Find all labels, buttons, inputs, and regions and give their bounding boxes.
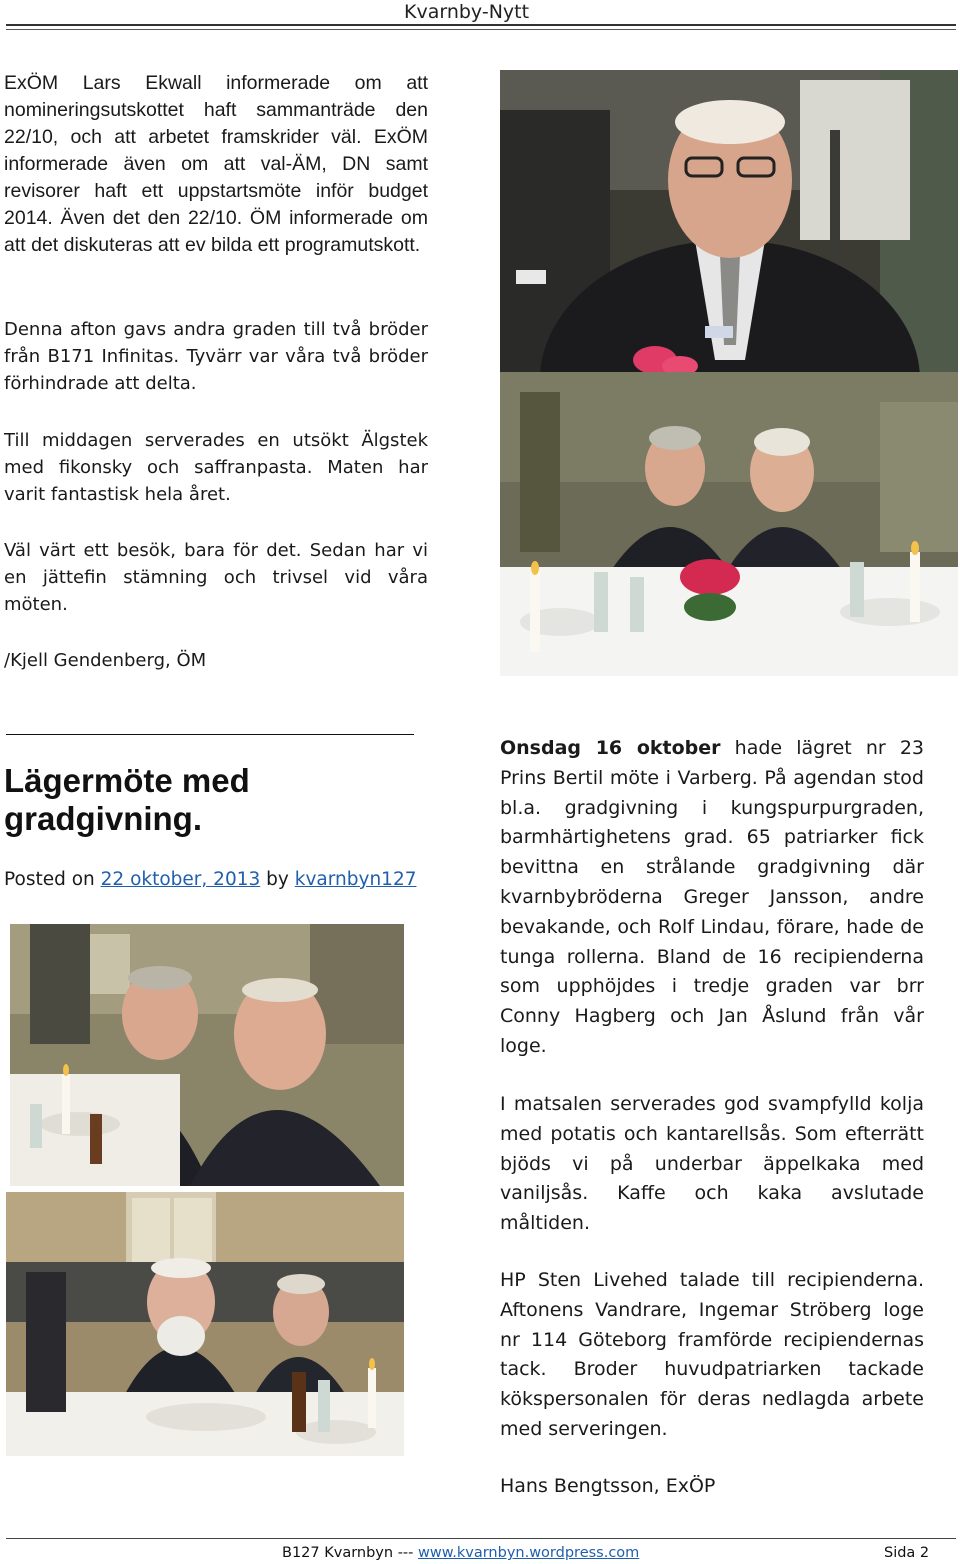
photo-two-men-at-table <box>500 372 958 676</box>
article-title: Lägermöte med gradgivning. <box>4 762 250 837</box>
paragraph-speeches: HP Sten Livehed talade till recipienderna. Aftonens Vandrare, Ingemar Ströberg loge nr 114 Göteborg framförde recipiendernas tack. Broder huvudpatriarken tackade kökspersonalen för deras nedlagda arbete med serveringen. <box>500 1269 924 1440</box>
page-number: Sida 2 <box>884 1545 930 1561</box>
meeting-details: hade lägret nr 23 Prins Bertil möte i Varberg. På agendan stod bl.a. gradgivning i kungspurpurgraden, barmhärtighetens grad. 65 patriarker fick bevittna en strålande gradgivning där kvarnbybröderna Greger Jansson, andre bevakande, och Rolf Lindau, förare, hade de tunga rollerna. Bland de 16 recipienderna som upphöjdes i tredje graden var brr Conny Hagberg och Jan Åslund från vår loge. <box>500 737 924 1057</box>
meeting-date: Onsdag 16 oktober <box>500 737 721 759</box>
posted-prefix: Posted on <box>4 869 95 890</box>
paragraph-dining: I matsalen serverades god svampfylld kolja med potatis och kantarellsås. Som efterrätt bjöds vi på underbar äppelkaka med vaniljsås. Kaffe och kaka avslutade måltiden. <box>500 1093 924 1235</box>
section-divider <box>6 734 414 735</box>
header-rule-thin <box>6 29 956 30</box>
paragraph-second-degree: Denna afton gavs andra graden till två bröder från B171 Infinitas. Tyvärr var våra två bröder förhindrade att delta. <box>4 319 428 394</box>
paragraph-visit: Väl värt ett besök, bara för det. Sedan har vi en jättefin stämning och trivsel vid våra möten. <box>4 540 428 615</box>
photo-man-with-glasses <box>500 70 958 372</box>
author-link[interactable]: kvarnbyn127 <box>294 869 417 890</box>
paragraph-nomination: ExÖM Lars Ekwall informerade om att nomineringsutskottet haft sammanträde den 22/10, och att arbetet framskrider väl. ExÖM informerade även om att val-ÄM, DN samt revisorer haft ett uppstartsmöte inför budget 2014. Även det den 22/10. ÖM informerade om att det diskuteras att ev bilda ett programutskott. <box>4 72 428 256</box>
paragraph-meeting <box>500 734 924 1062</box>
footer-rule <box>6 1538 956 1539</box>
posted-by: by <box>266 869 289 890</box>
header-rule <box>6 24 956 26</box>
posted-meta <box>4 866 416 894</box>
footer-website-link[interactable]: www.kvarnbyn.wordpress.com <box>418 1545 640 1561</box>
posted-date-link[interactable]: 22 oktober, 2013 <box>100 869 261 890</box>
paragraph-dinner: Till middagen serverades en utsökt Älgstek med fikonsky och saffranpasta. Maten har varit fantastisk hela året. <box>4 430 428 505</box>
footer-lodge: B127 Kvarnbyn --- <box>282 1545 418 1561</box>
photo-dinner-guests <box>6 1192 404 1456</box>
signature-kjell: /Kjell Gendenberg, ÖM <box>4 650 207 671</box>
newsletter-title: Kvarnby-Nytt <box>404 1 530 23</box>
footer-site <box>282 1543 639 1563</box>
signature-hans: Hans Bengtsson, ExÖP <box>500 1475 716 1497</box>
photo-men-eating <box>10 924 404 1186</box>
